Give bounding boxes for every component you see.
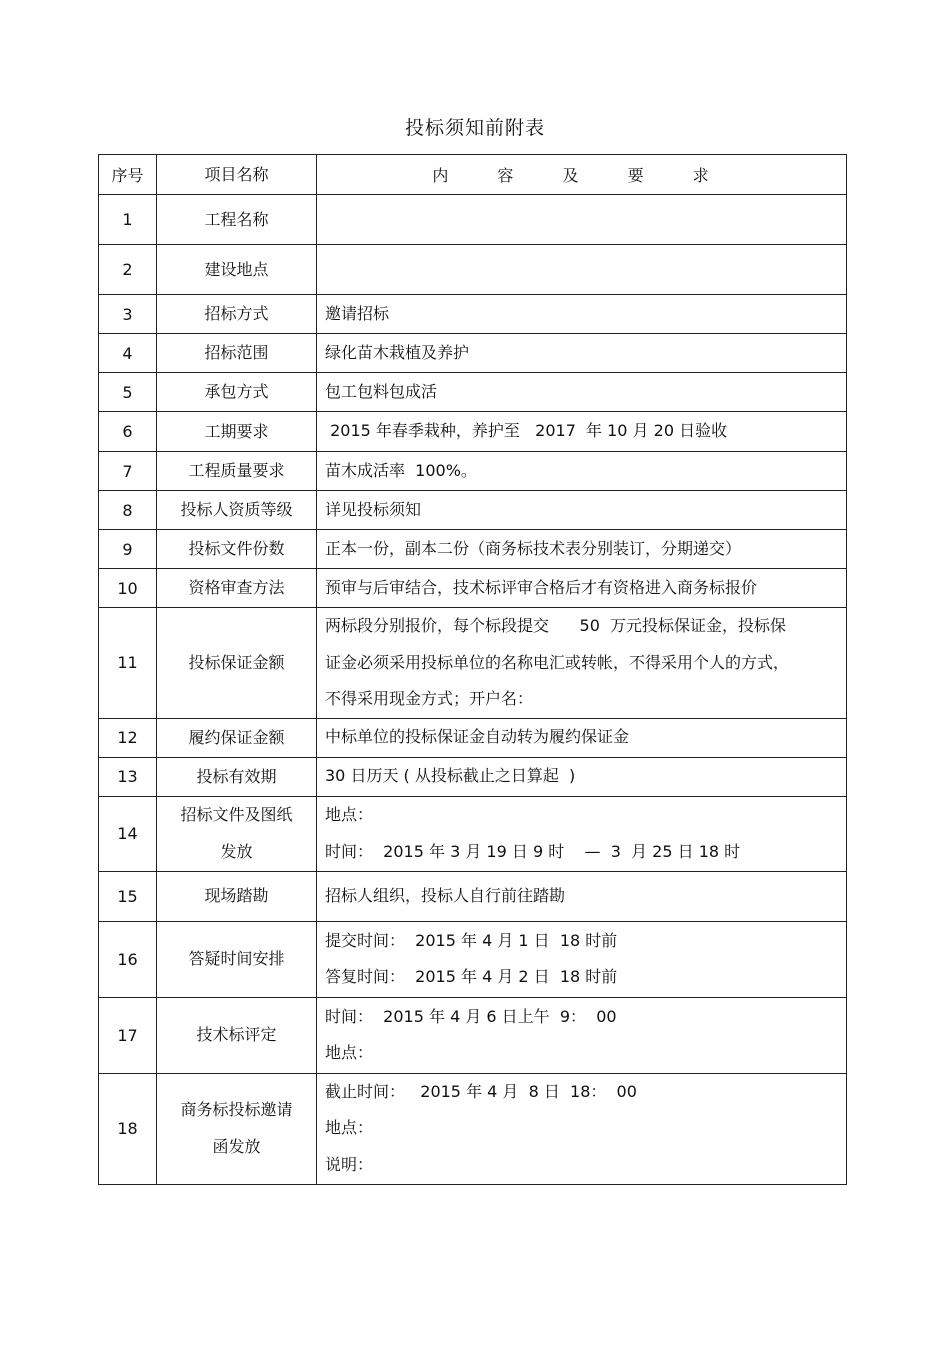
row-number: 4 bbox=[99, 334, 157, 373]
row-item-name: 投标保证金额 bbox=[157, 608, 317, 719]
row-item-name: 招标方式 bbox=[157, 295, 317, 334]
table-row bbox=[99, 757, 847, 796]
table-row bbox=[99, 608, 847, 719]
content-line: 不得采用现金方式；开户名： bbox=[325, 689, 534, 708]
row-content bbox=[317, 796, 847, 871]
table-row bbox=[99, 334, 847, 373]
content-line: 时间： 2015 年 3 月 19 日 9 时 — 3 月 25 日 18 时 bbox=[325, 841, 741, 861]
row-content bbox=[317, 997, 847, 1073]
content-line: 中标单位的投标保证金自动转为履约保证金 bbox=[325, 727, 630, 747]
row-item-name: 招标范围 bbox=[157, 334, 317, 373]
table-row bbox=[99, 997, 847, 1073]
row-number: 14 bbox=[99, 796, 157, 871]
table-row bbox=[99, 871, 847, 921]
content-line: 答复时间： 2015 年 4 月 2 日 18 时前 bbox=[325, 967, 618, 986]
row-content bbox=[317, 757, 847, 796]
row-content bbox=[317, 412, 847, 452]
content-line: 截止时间： 2015 年 4 月 8 日 18： 00 bbox=[325, 1081, 637, 1101]
row-number: 6 bbox=[99, 412, 157, 452]
content-line: 提交时间： 2015 年 4 月 1 日 18 时前 bbox=[325, 930, 618, 950]
content-line: 正本一份，副本二份（商务标技术表分别装订，分期递交） bbox=[325, 538, 742, 558]
content-line: 包工包料包成活 bbox=[325, 381, 438, 401]
row-number: 2 bbox=[99, 245, 157, 295]
row-content bbox=[317, 334, 847, 373]
row-item-name: 工期要求 bbox=[157, 412, 317, 452]
table-row bbox=[99, 569, 847, 608]
content-line: 两标段分别报价，每个标段提交 50 万元投标保证金，投标保 bbox=[325, 616, 787, 635]
item-name-line: 发放 bbox=[220, 841, 253, 861]
row-content bbox=[317, 452, 847, 491]
row-number: 8 bbox=[99, 491, 157, 530]
bid-notice-table bbox=[98, 154, 847, 1185]
row-number: 9 bbox=[99, 530, 157, 569]
row-number: 18 bbox=[99, 1073, 157, 1184]
row-number: 11 bbox=[99, 608, 157, 719]
table-row bbox=[99, 796, 847, 871]
row-number: 5 bbox=[99, 373, 157, 412]
table-row bbox=[99, 195, 847, 245]
row-item-name bbox=[157, 1073, 317, 1184]
content-line: 地点： bbox=[325, 1043, 374, 1062]
header-name: 项目名称 bbox=[157, 155, 317, 195]
table-header-row bbox=[99, 155, 847, 195]
table-row bbox=[99, 295, 847, 334]
row-item-name: 答疑时间安排 bbox=[157, 921, 317, 997]
row-item-name: 建设地点 bbox=[157, 245, 317, 295]
row-item-name bbox=[157, 796, 317, 871]
table-row bbox=[99, 530, 847, 569]
row-content bbox=[317, 871, 847, 921]
row-item-name: 技术标评定 bbox=[157, 997, 317, 1073]
content-line: 苗木成活率 100%。 bbox=[325, 460, 477, 480]
page-title: 投标须知前附表 bbox=[404, 117, 545, 139]
content-line: 招标人组织，投标人自行前往踏勘 bbox=[325, 885, 566, 905]
row-number: 3 bbox=[99, 295, 157, 334]
row-content bbox=[317, 491, 847, 530]
row-content bbox=[317, 195, 847, 245]
row-number: 16 bbox=[99, 921, 157, 997]
table-row bbox=[99, 1073, 847, 1184]
item-name-line: 函发放 bbox=[212, 1136, 261, 1156]
row-content bbox=[317, 245, 847, 295]
row-content bbox=[317, 373, 847, 412]
header-no: 序号 bbox=[99, 155, 157, 195]
row-content bbox=[317, 295, 847, 334]
item-name-line: 商务标投标邀请 bbox=[180, 1100, 293, 1119]
row-content bbox=[317, 1073, 847, 1184]
content-line: 地点： bbox=[325, 805, 374, 824]
row-content bbox=[317, 569, 847, 608]
row-item-name: 工程质量要求 bbox=[157, 452, 317, 491]
row-number: 7 bbox=[99, 452, 157, 491]
content-line: 说明： bbox=[325, 1154, 374, 1174]
row-item-name: 履约保证金额 bbox=[157, 718, 317, 757]
row-number: 15 bbox=[99, 871, 157, 921]
header-content: 内 容 及 要 求 bbox=[317, 155, 847, 195]
item-name-line: 招标文件及图纸 bbox=[180, 805, 293, 824]
content-line: 预审与后审结合，技术标评审合格后才有资格进入商务标报价 bbox=[325, 577, 758, 597]
row-item-name: 投标有效期 bbox=[157, 757, 317, 796]
row-number: 1 bbox=[99, 195, 157, 245]
row-item-name: 承包方式 bbox=[157, 373, 317, 412]
content-line: 邀请招标 bbox=[325, 303, 390, 323]
content-line: 30 日历天 ( 从投标截止之日算起 ) bbox=[325, 766, 576, 786]
table-row bbox=[99, 412, 847, 452]
content-line: 证金必须采用投标单位的名称电汇或转帐，不得采用个人的方式， bbox=[325, 652, 790, 672]
row-item-name: 资格审查方法 bbox=[157, 569, 317, 608]
row-content bbox=[317, 530, 847, 569]
table-row bbox=[99, 452, 847, 491]
row-item-name: 投标文件份数 bbox=[157, 530, 317, 569]
content-line: 详见投标须知 bbox=[325, 499, 422, 519]
table-row bbox=[99, 921, 847, 997]
content-line: 地点： bbox=[325, 1118, 374, 1138]
row-item-name: 投标人资质等级 bbox=[157, 491, 317, 530]
row-content bbox=[317, 921, 847, 997]
row-number: 17 bbox=[99, 997, 157, 1073]
row-content bbox=[317, 718, 847, 757]
row-item-name: 现场踏勘 bbox=[157, 871, 317, 921]
content-line: 时间： 2015 年 4 月 6 日上午 9： 00 bbox=[325, 1006, 617, 1026]
table-row bbox=[99, 491, 847, 530]
content-line: 绿化苗木栽植及养护 bbox=[325, 342, 470, 362]
table-row bbox=[99, 373, 847, 412]
row-number: 12 bbox=[99, 718, 157, 757]
row-number: 10 bbox=[99, 569, 157, 608]
table-row bbox=[99, 245, 847, 295]
row-content bbox=[317, 608, 847, 719]
content-line: 2015 年春季栽种，养护至 2017 年 10 月 20 日验收 bbox=[325, 421, 728, 441]
row-item-name: 工程名称 bbox=[157, 195, 317, 245]
table-row bbox=[99, 718, 847, 757]
row-number: 13 bbox=[99, 757, 157, 796]
